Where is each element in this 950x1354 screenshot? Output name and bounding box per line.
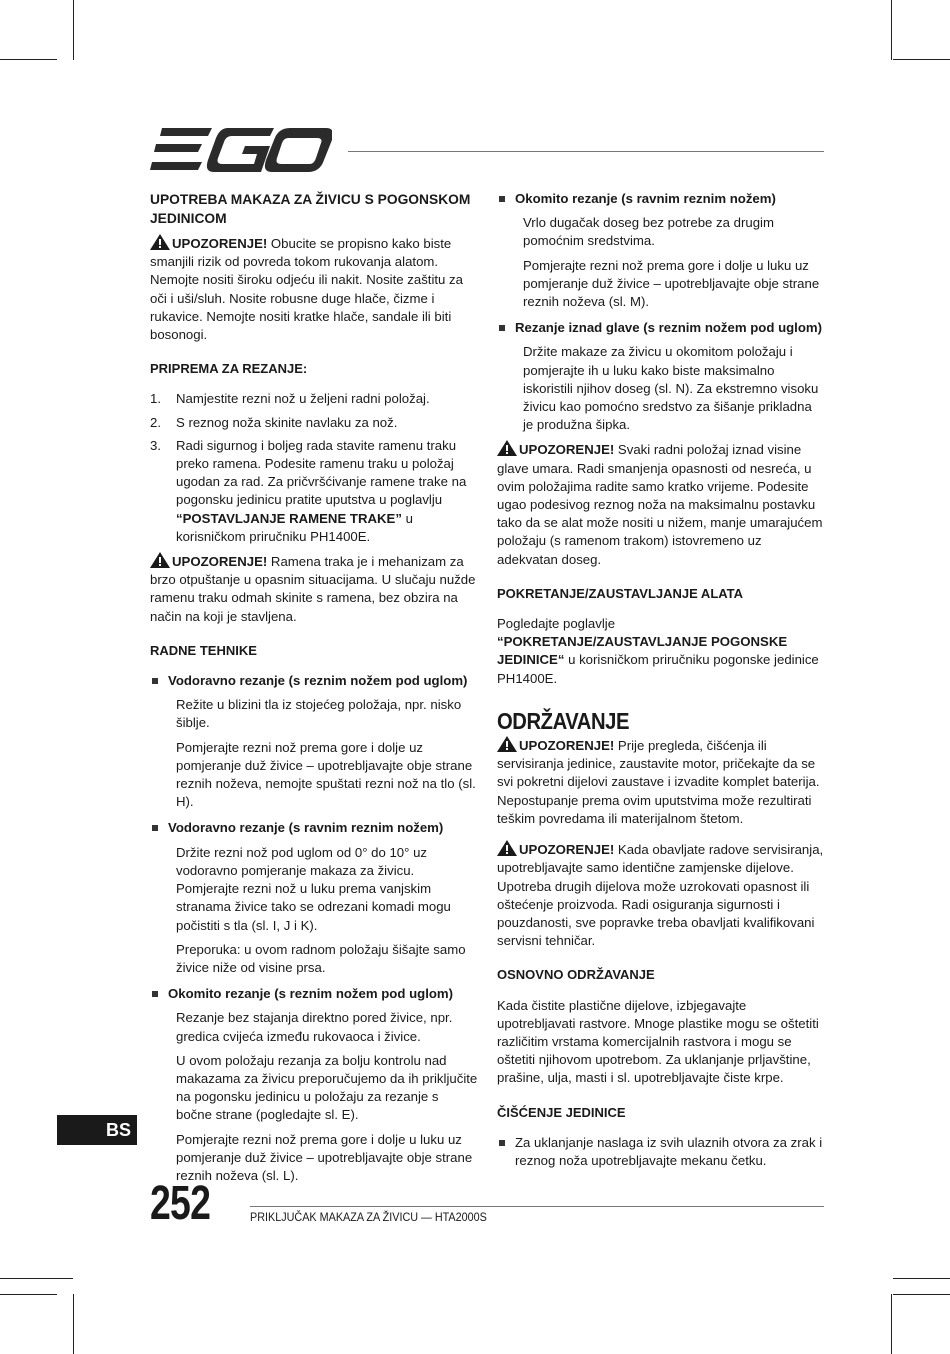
cleaning-title: ČIŠĆENJE JEDINICE [497,1104,626,1120]
technique-text: Pomjerajte rezni nož prema gore i dolje uz pomjeranje duž živice – upotrebljavajte obje strane reznih noževa, nemojte spuštati rezni nož na tlo (sl. H). [176,739,476,810]
crop-mark [891,1294,892,1354]
start-stop-text [497,615,825,688]
prep-title: PRIPREMA ZA REZANJE: [150,361,308,377]
technique-text: Režite u blizini tla iz stojećeg položaja, npr. nisko šiblje. [176,697,462,731]
page-number: 252 [150,1177,211,1230]
warning-label: UPOZORENJE! [172,554,268,570]
warning-icon [150,234,170,250]
bullet-square-icon [499,1140,505,1146]
step-text-b: u korisničkom priručniku PH1400E. [176,510,413,544]
warning-text: Prije pregleda, čišćenja ili servisiranja jedinice, zaustavite motor, pričekajte da se svi pokretni dijelovi zaustave i izvadite komplet baterija. Nepostupanje prema ovim uputstvima može rezultirati teškim povredama ili materijalnom štetom. [497,738,820,826]
bullet-square-icon [152,678,158,684]
bullet-square-icon [152,825,158,831]
crop-mark [893,1278,950,1279]
technique-text: Rezanje bez stajanja direktno pored živice, npr. gredica cvijeća između rukovaoca i živice. [176,1010,453,1044]
crop-mark [0,59,57,60]
warning-paragraph [150,552,478,626]
list-item [150,390,478,408]
bullet-square-icon [499,196,505,202]
step-text: Namjestite rezni nož u željeni radni položaj. [176,391,430,407]
language-tab: BS [57,1115,137,1145]
technique-heading [150,819,478,837]
cleaning-text: Za uklanjanje naslaga iz svih ulaznih otvora za zrak i reznog noža upotrebljavajte mekanu četku. [515,1134,823,1168]
crop-mark [893,59,950,60]
technique-text: Pomjerajte rezni nož prema gore i dolje u luku uz pomjeranje duž živice – upotrebljavajte obje strane reznih noževa (sl. M). [523,257,820,310]
warning-icon [497,440,517,456]
technique-heading [150,985,478,1003]
list-item [497,1134,825,1170]
footer-doc-title: PRIKLJUČAK MAKAZA ZA ŽIVICU — HTA2000S [250,1210,487,1224]
right-column [497,190,825,1176]
crop-mark [0,1278,73,1279]
section-title: UPOTREBA MAKAZA ZA ŽIVICU S POGONSKOM JEDINICOM [150,192,471,226]
warning-label: UPOZORENJE! [519,738,615,754]
crop-mark [73,0,74,60]
warning-label: UPOZORENJE! [519,442,615,458]
step-text [176,437,478,546]
warning-paragraph [150,234,478,344]
crop-mark [73,1294,74,1354]
technique-title: Vodoravno rezanje (s ravnim reznim nožem) [168,820,444,836]
crop-mark [893,1294,950,1295]
left-column [150,190,478,1191]
list-item [150,437,478,546]
warning-label: UPOZORENJE! [519,842,615,858]
warning-paragraph [497,840,825,950]
technique-heading [497,319,825,337]
step-number: 1. [150,391,161,407]
warning-icon [150,552,170,568]
start-stop-title: POKRETANJE/ZAUSTAVLJANJE ALATA [497,585,744,601]
warning-icon [497,840,517,856]
warning-text: Obucite se propisno kako biste smanjili rizik od povreda tokom rukovanja alatom. Nemojte nositi široku odjeću ili nakit. Nosite zaštitu za oči i uši/sluh. Nosite robusne duge hlače, čizme i rukavice. Nemojte nositi kratke hlače, sandale ili biti bosonogi. [150,236,463,343]
basic-maintenance-text: Kada čistite plastične dijelove, izbjegavajte upotrebljavati rastvore. Mnoge plastike mogu se oštetiti različitim vrstama komercijalnih rastvora i mogu se oštetiti njihovom upotrebom. Za uklanjanje prljavštine, prašine, ulja, masti i sl. upotrebljavajte čiste krpe. [497,997,819,1086]
start-text-b: u korisničkom priručniku pogonske jedinice PH1400E. [497,652,819,686]
warning-text: Kada obavljate radove servisiranja, upotrebljavajte samo identične zamjenske dijelove. Upotreba drugih dijelova može uzrokovati opasnost ili oštećenje proizvoda. Radi osiguranja sigurnosti i pouzdanosti, sve popravke treba obavljati kvalifikovani servisni tehničar. [497,842,824,949]
technique-text: Držite rezni nož pod uglom od 0° do 10° uz vodoravno pomjeranje makaza za živicu. Pomjerajte rezni nož u luku prema vanjskim stranama živice tako se odrezani komadi mogu počistiti s tla (sl. I, J i K). [176,844,451,933]
warning-label: UPOZORENJE! [172,236,268,251]
technique-title: Vodoravno rezanje (s reznim nožem pod uglom) [168,673,468,689]
basic-maintenance-title: OSNOVNO ODRŽAVANJE [497,967,655,983]
start-text-bold: “POKRETANJE/ZAUSTAVLJANJE POGONSKE JEDINICE“ [497,634,788,668]
start-text-a: Pogledajte poglavlje [497,616,616,632]
maintenance-title: ODRŽAVANJE [497,707,630,734]
technique-title: Okomito rezanje (s reznim nožem pod uglom) [168,986,454,1002]
footer-rule [250,1206,824,1207]
technique-heading [497,190,825,208]
technique-text: Preporuka: u ovom radnom položaju šišajte samo živice niže od visine prsa. [176,941,466,975]
technique-title: Okomito rezanje (s ravnim reznim nožem) [515,191,776,206]
technique-text: Vrlo dugačak doseg bez potrebe za drugim pomoćnim sredstvima. [523,215,774,249]
warning-paragraph [497,440,825,568]
crop-mark [0,1294,57,1295]
header-rule [348,151,824,152]
technique-heading [150,672,478,690]
warning-icon [497,736,517,752]
crop-mark [891,0,892,60]
ego-logo [150,128,332,172]
prep-steps [150,390,478,546]
technique-text: U ovom položaju rezanja za bolju kontrolu nad makazama za živicu preporučujemo da ih priključite na pogonsku jedinicu u položaju za rezanje s bočne strane (pogledajte sl. E). [176,1052,478,1123]
bullet-square-icon [152,991,158,997]
technique-text: Pomjerajte rezni nož prema gore i dolje u luku uz pomjeranje duž živice – upotrebljavajte obje strane reznih noževa (sl. L). [176,1131,473,1183]
tech-title: RADNE TEHNIKE [150,642,257,658]
step-text: S reznog noža skinite navlaku za nož. [176,414,398,430]
step-number: 2. [150,414,161,430]
warning-paragraph [497,736,825,828]
technique-title: Rezanje iznad glave (s reznim nožem pod uglom) [515,320,823,336]
step-text-a: Radi sigurnog i boljeg rada stavite ramenu traku preko ramena. Podesite ramenu traku u položaj ugodan za rad. Za pričvršćivanje ramene trake na pogonsku jedinicu pratite uputstva u poglavlju [176,437,467,508]
list-item [150,414,478,432]
warning-text: Svaki radni položaj iznad visine glave umara. Radi smanjenja opasnosti od nesreća, u ovim položajima radite samo kratko vrijeme. Podesite ugao podesivog reznog noža na maksimalnu postavku tako da se alat može nositi u nižem, manje umarajućem položaju (s ramenom trakom) istovremeno uz adekvatan doseg. [497,442,823,567]
step-number: 3. [150,437,161,453]
bullet-square-icon [499,325,505,331]
warning-text: Ramena traka je i mehanizam za brzo otpuštanje u opasnim situacijama. U slučaju nužde ramenu traku odmah skinite s ramena, bez obzira na način na koji je stavljena. [150,554,476,624]
step-text-bold: “POSTAVLJANJE RAMENE TRAKE” [176,510,402,526]
technique-text: Držite makaze za živicu u okomitom položaju i pomjerajte ih u luku kako biste maksimalno iskoristili njihov doseg (sl. N). Za ekstremno visoku živicu kao pomoćno sredstvo za šišanje prikladna je produžna šipka. [523,344,819,433]
